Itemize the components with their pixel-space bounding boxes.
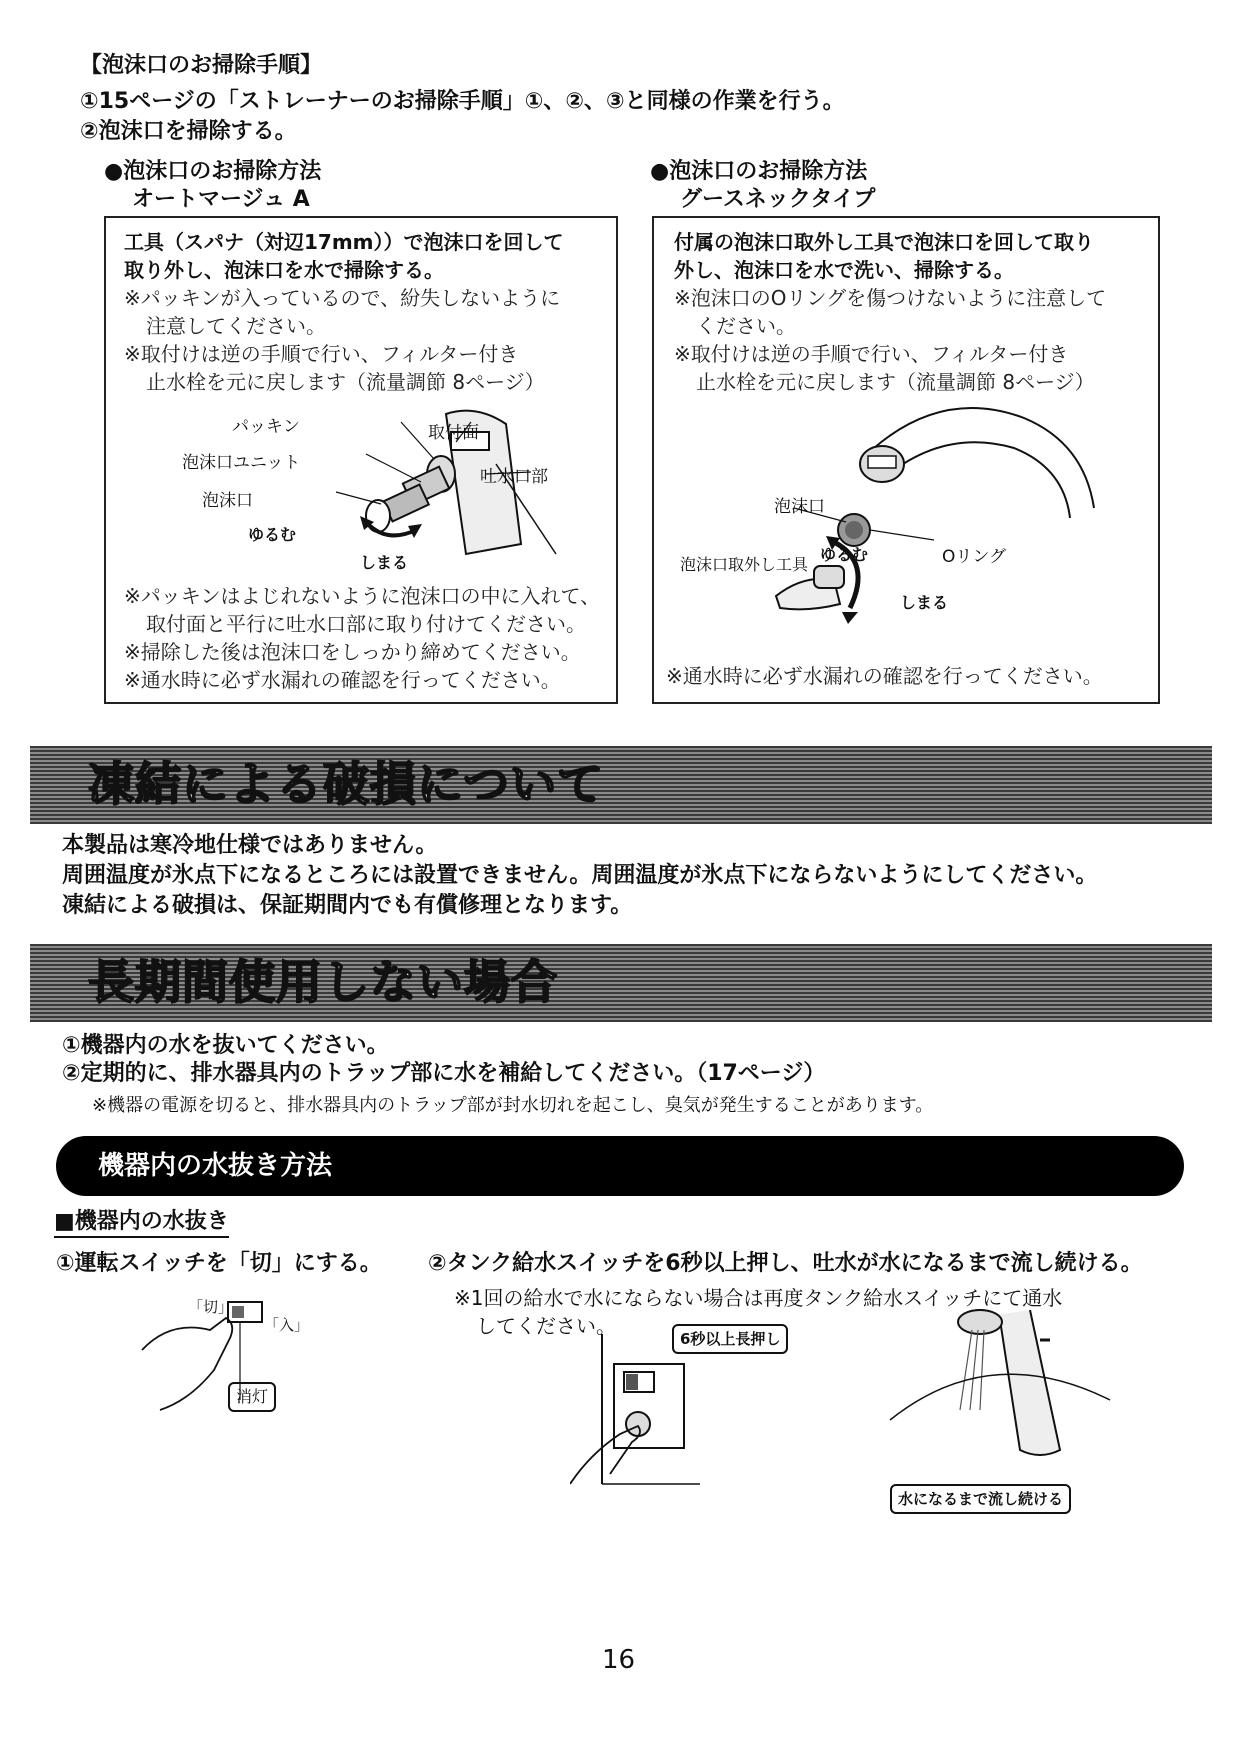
longterm-note: ※機器の電源を切ると、排水器具内のトラップ部が封水切れを起こし、臭気が発生することがあります。 xyxy=(92,1095,934,1116)
switch-off-illustration xyxy=(140,1290,340,1440)
freeze-line-1: 本製品は寒冷地仕様ではありません。 xyxy=(62,833,438,858)
right-note-2a: ※取付けは逆の手順で行い、フィルター付き xyxy=(674,342,1069,366)
label-tighten: しまる xyxy=(360,553,409,572)
label-gooseneck-aerator: 泡沫口 xyxy=(774,497,825,517)
left-panel-model: オートマージュ A xyxy=(132,187,310,212)
left-body-line-2: 取り外し、泡沫口を水で掃除する。 xyxy=(124,258,444,282)
label-light-off: 消灯 xyxy=(228,1382,276,1412)
faucet-flow-illustration xyxy=(880,1300,1120,1500)
label-packing: パッキン xyxy=(232,417,300,437)
right-note-2b: 止水栓を元に戻します（流量調節 8ページ） xyxy=(696,370,1095,394)
label-gooseneck-tighten: しまる xyxy=(900,593,949,612)
left-panel-title: ●泡沫口のお掃除方法 xyxy=(104,159,322,184)
gooseneck-diagram xyxy=(774,398,1134,658)
page-number: 16 xyxy=(602,1645,636,1675)
left-note-2a: ※取付けは逆の手順で行い、フィルター付き xyxy=(124,342,519,366)
drain-step-2: ②タンク給水スイッチを6秒以上押し、吐水が水になるまで流し続ける。 xyxy=(428,1251,1143,1276)
drain-step-1: ①運転スイッチを「切」にする。 xyxy=(56,1251,382,1276)
longterm-line-1: ①機器内の水を抜いてください。 xyxy=(62,1033,389,1058)
left-instruction-box xyxy=(104,216,618,704)
label-aerator: 泡沫口 xyxy=(202,491,253,511)
label-oring: Oリング xyxy=(942,547,1007,567)
longterm-section-header xyxy=(30,944,1212,1022)
drain-note-a: ※1回の給水で水にならない場合は再度タンク給水スイッチにて通水 xyxy=(454,1286,1063,1310)
right-note-3: ※通水時に必ず水漏れの確認を行ってください。 xyxy=(666,664,1103,688)
right-instruction-box xyxy=(652,216,1160,704)
left-note-3b: 取付面と平行に吐水口部に取り付けてください。 xyxy=(146,612,586,636)
label-switch-on: 「入」 xyxy=(264,1316,310,1334)
tank-switch-illustration xyxy=(570,1334,700,1504)
right-panel-model: グースネックタイプ xyxy=(680,187,876,212)
right-body-line-1: 付属の泡沫口取外し工具で泡沫口を回して取り xyxy=(674,230,1094,254)
left-note-5: ※通水時に必ず水漏れの確認を行ってください。 xyxy=(124,668,561,692)
label-switch-off: 「切」 xyxy=(188,1298,234,1316)
left-note-1a: ※パッキンが入っているので、紛失しないように xyxy=(124,286,561,310)
freeze-section-title: 凍結による破損について xyxy=(88,757,605,811)
right-note-1a: ※泡沫口のOリングを傷つけないように注意して xyxy=(674,286,1107,310)
right-body-line-2: 外し、泡沫口を水で洗い、掃除する。 xyxy=(674,258,1014,282)
label-loosen: ゆるむ xyxy=(248,525,297,544)
longterm-line-2: ②定期的に、排水器具内のトラップ部に水を補給してください。（17ページ） xyxy=(62,1061,826,1086)
label-aerator-unit: 泡沫口ユニット xyxy=(182,453,301,473)
procedure-heading: 【泡沫口のお掃除手順】 xyxy=(80,53,323,78)
procedure-step-2: ②泡沫口を掃除する。 xyxy=(80,119,297,144)
drain-subheading: ■機器内の水抜き xyxy=(54,1208,229,1238)
longterm-section-title: 長期間使用しない場合 xyxy=(88,955,558,1009)
left-note-2b: 止水栓を元に戻します（流量調節 8ページ） xyxy=(146,370,545,394)
procedure-step-1: ①15ページの「ストレーナーのお掃除手順」①、②、③と同様の作業を行う。 xyxy=(80,89,845,114)
label-keep-flowing: 水になるまで流し続ける xyxy=(890,1484,1071,1514)
label-removal-tool: 泡沫口取外し工具 xyxy=(680,555,809,574)
left-note-3a: ※パッキンはよじれないように泡沫口の中に入れて、 xyxy=(124,584,601,608)
drain-section-header xyxy=(56,1136,1184,1196)
freeze-line-2: 周囲温度が氷点下になるところには設置できません。周囲温度が氷点下にならないようにしてください。 xyxy=(62,863,1098,888)
freeze-line-3: 凍結による破損は、保証期間内でも有償修理となります。 xyxy=(62,893,633,918)
label-spout: 吐水口部 xyxy=(480,467,548,487)
label-long-press: 6秒以上長押し xyxy=(672,1324,788,1354)
left-body-line-1: 工具（スパナ（対辺17mm））で泡沫口を回して xyxy=(124,230,564,254)
left-note-4: ※掃除した後は泡沫口をしっかり締めてください。 xyxy=(124,640,581,664)
left-note-1b: 注意してください。 xyxy=(146,314,326,338)
drain-note-b: してください。 xyxy=(476,1314,616,1338)
right-note-1b: ください。 xyxy=(696,314,796,338)
label-gooseneck-loosen: ゆるむ xyxy=(820,545,869,564)
freeze-section-header xyxy=(30,746,1212,824)
drain-section-title: 機器内の水抜き方法 xyxy=(98,1151,333,1181)
label-mount-face: 取付面 xyxy=(428,423,479,443)
right-panel-title: ●泡沫口のお掃除方法 xyxy=(650,159,868,184)
